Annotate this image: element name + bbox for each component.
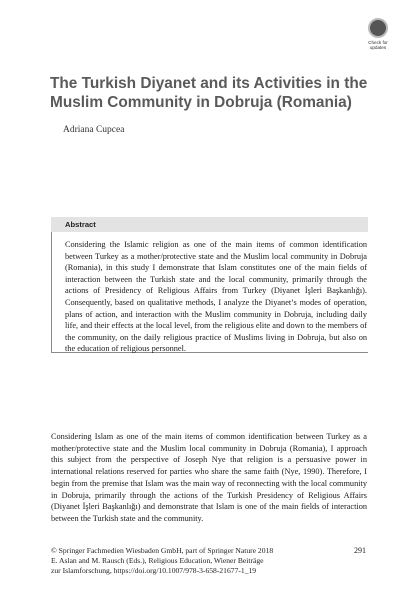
footer-line2: E. Aslan and M. Rausch (Eds.), Religious Education, Wiener Beiträge [51, 556, 264, 566]
copyright-footer [51, 546, 341, 577]
check-for-updates-badge[interactable] [364, 18, 392, 50]
author-name: Adriana Cupcea [63, 125, 125, 135]
abstract-header-bar [51, 217, 368, 232]
crossmark-bookmark-icon [368, 18, 388, 38]
footer-line1: © Springer Fachmedien Wiesbaden GmbH, part of Springer Nature 2018 [51, 546, 274, 555]
abstract-text: Considering the Islamic religion as one of the main items of common identification between Turkey as a mother/protective state and the Muslim local community in Dobruja (Romania), in this study I demonstrate that Islam constitutes one of the main fields of interaction between the Turkish state and the local community, primarily through the actions of Presidency of Religious Affairs from Turkey (Diyanet İşleri Başkanlığı). Consequently, based on qualitative methods, I analyze the Diyanet’s modes of operation, plans of action, and interaction with the Muslim community in Dobruja, including daily life, and their effects at the local level, from the religious elite and down to the members of the community, on the daily religious practice of Muslims living in Dobruja, but also on the education of religious personnel. [65, 240, 367, 354]
check-for-updates-label [361, 40, 395, 50]
abstract-heading: Abstract [65, 220, 96, 229]
page-number: 291 [354, 546, 366, 555]
badge-line2: updates [369, 45, 387, 51]
footer-line3[interactable]: zur Islamforschung, https://doi.org/10.1007/978-3-658-21677-1_19 [51, 566, 257, 576]
abstract-left-rule [51, 232, 52, 352]
body-paragraph: Considering Islam as one of the main items of common identification between Turkey as a mother/protective state and the Muslim local community in Dobruja (Romania), I approach this subject from the perspective of Joseph Nye that religion is a persuasive power in international relations reserved for parties who share the same faith (Nye, 1990). Therefore, I begin from the premise that Islam was the main way of reconnecting with the local community in Dobruja, primarily through the actions of the Turkish Presidency of Religious Affairs (Diyanet İşleri Başkanlığı) and demonstrate that Islam is one of the main fields of interaction between the Turkish state and the community. [51, 432, 367, 523]
badge-line1: Check for [368, 40, 388, 45]
chapter-title: The Turkish Diyanet and its Activities in the Muslim Community in Dobruja (Romania) [50, 75, 368, 111]
